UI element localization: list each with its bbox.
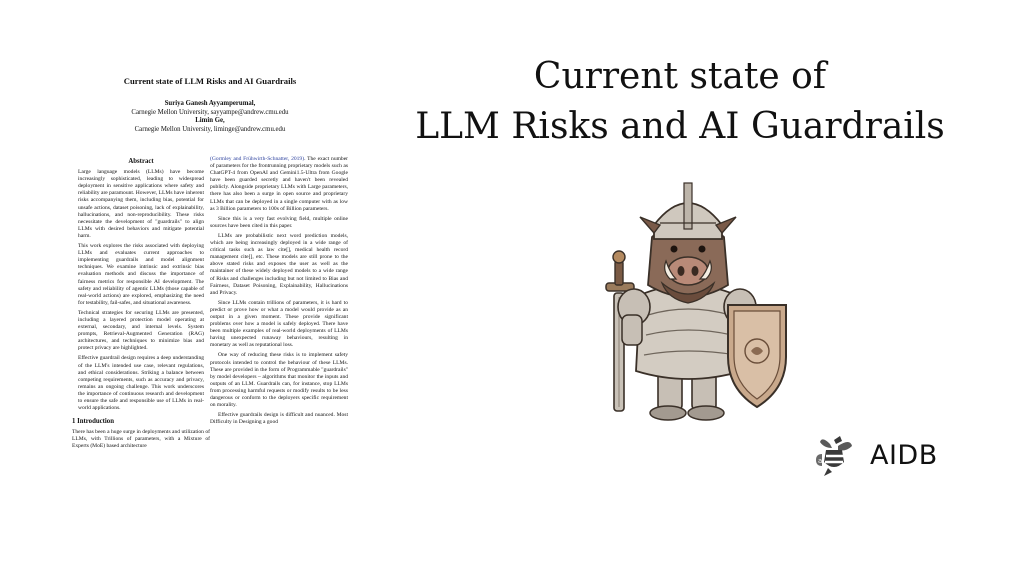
paper-title: Current state of LLM Risks and AI Guardrails — [123, 76, 297, 86]
author-2-name: Limin Ge, — [195, 117, 225, 125]
abstract-paragraph-1: Large language models (LLMs) have become increasingly sophisticated, leading to widespread deployment in sensitive applications where safety and reliability are paramount. However, LLMs have inherent risks accompanying them, including bias, potential for unsafe actions, dataset poisoning, lack of explainability, hallucinations, and non-reproducibility. These risks necessitate the development of "guardrails" to align LLMs with desired behaviors and mitigate potential harm. — [78, 169, 204, 239]
svg-text:a: a — [818, 457, 823, 465]
right-paragraph-1 — [210, 156, 348, 213]
right-paragraph-6: Effective guardrails design is difficult and nuanced. Most Difficulty in Designing a good — [210, 412, 348, 426]
author-1-affiliation: Carnegie Mellon University, sayyampe@andrew.cmu.edu — [131, 108, 289, 116]
right-paragraph-4: Since LLMs contain trillions of parameters, it is hard to predict or prove how or what a model would provide as an output in a given moment. These provide significant problems over how a model is safely deployed. There have been multiple examples of real-world deployments of LLMs having unexpected runaway behaviours, resulting in monetary as well as reputational loss. — [210, 299, 348, 349]
paper-left-column — [72, 158, 210, 454]
right-paragraph-2: Since this is a very fast evolving field, multiple online sources have been cited in this paper. — [210, 215, 348, 229]
boar-knight-illustration — [600, 175, 790, 425]
abstract-paragraph-4: Effective guardrail design requires a deep understanding of the LLM's intended use case, relevant regulations, and ethical considerations. Striking a balance between competing requirements, such as accuracy and privacy, remains an ongoing challenge. This work underscores the importance of continuous research and development to ensure the safe and responsible use of LLMs in real-world applications. — [78, 355, 204, 412]
abstract-paragraph-2: This work explores the risks associated with deploying LLMs and evaluates current approaches to implementing guardrails and model alignment techniques. We examine intrinsic and extrinsic bias evaluation methods and discuss the importance of fairness metrics for responsible AI development. The safety and reliability of agentic LLMs (those capable of real-world actions) are explored, emphasizing the need for testability, fail-safes, and situational awareness. — [78, 243, 204, 306]
brand-block — [812, 432, 938, 478]
slide-title-line-2: LLM Risks and AI Guardrails — [415, 106, 945, 147]
paper-right-column — [210, 156, 348, 429]
paper-page-thumbnail — [60, 60, 360, 520]
aidb-bee-logo-icon — [812, 432, 856, 478]
author-2-affiliation: Carnegie Mellon University, liminge@andrew.cmu.edu — [134, 125, 286, 133]
author-1-name: Suriya Ganesh Ayyamperumal, — [164, 100, 256, 107]
right-paragraph-3: LLMs are probabilistic next word prediction models, which are being increasingly deployed in a wide range of critical tasks such as law cite[], medical health record management cite[], etc. These models are still prone to the above stated risks and exposes the user as well as the maintainer of these widely deployed models to a wide range of Risks and challenges including but not limited to Bias and Fairness, Dataset Poisoning, Explainability, Hallucinations and Privacy. — [210, 232, 348, 296]
right-paragraph-5: One way of reducing these risks is to implement safety protocols intended to control the behaviour of these LLMs. These are provided in the form of Programmable "guardrails" by model developers – algorithms that monitor the inputs and outputs of an LLM. Guardrails can, for instance, stop LLMs from processing harmful requests or modify results to be less dangerous or conform to the deployers specific requirement on morality. — [210, 352, 348, 409]
abstract-heading: Abstract — [128, 158, 154, 165]
right-paragraph-1-text: . The exact number of parameters for the frontrunning proprietary models such as ChatGPT-4 from OpenAI and Gemini1.5-Ultra from Google have been guarded secretly and haven't been revealed publicly. Alongside proprietary LLMs with Large parameters, there has also been a surge in open source and proprietary LLMs that can be deployed in a single computer with as low as 3 Billion parameters to 100s of Billion parameters. — [210, 156, 349, 212]
paper-authors — [60, 100, 360, 134]
slide-title-line-1: Current state of — [533, 56, 827, 97]
citation-link[interactable]: (Gormley and Frühwirth-Schnatter, 2019) — [210, 156, 305, 162]
shield-icon — [728, 305, 786, 407]
abstract-paragraph-3: Technical strategies for securing LLMs are presented, including a layered protection model operating at external, secondary, and internal levels. System prompts, Retrieval-Augmented Generation (RAG) architectures, and techniques to minimize bias and protect privacy are highlighted. — [78, 309, 204, 352]
brand-name: AIDB — [870, 439, 938, 471]
slide-title — [380, 52, 980, 152]
intro-paragraph-1: There has been a huge surge in deployments and utilization of LLMs, with Trillions of parameters, with a Mixture of Experts (MoE) based architecture — [72, 429, 210, 450]
section-1-heading: 1 Introduction — [72, 418, 114, 426]
